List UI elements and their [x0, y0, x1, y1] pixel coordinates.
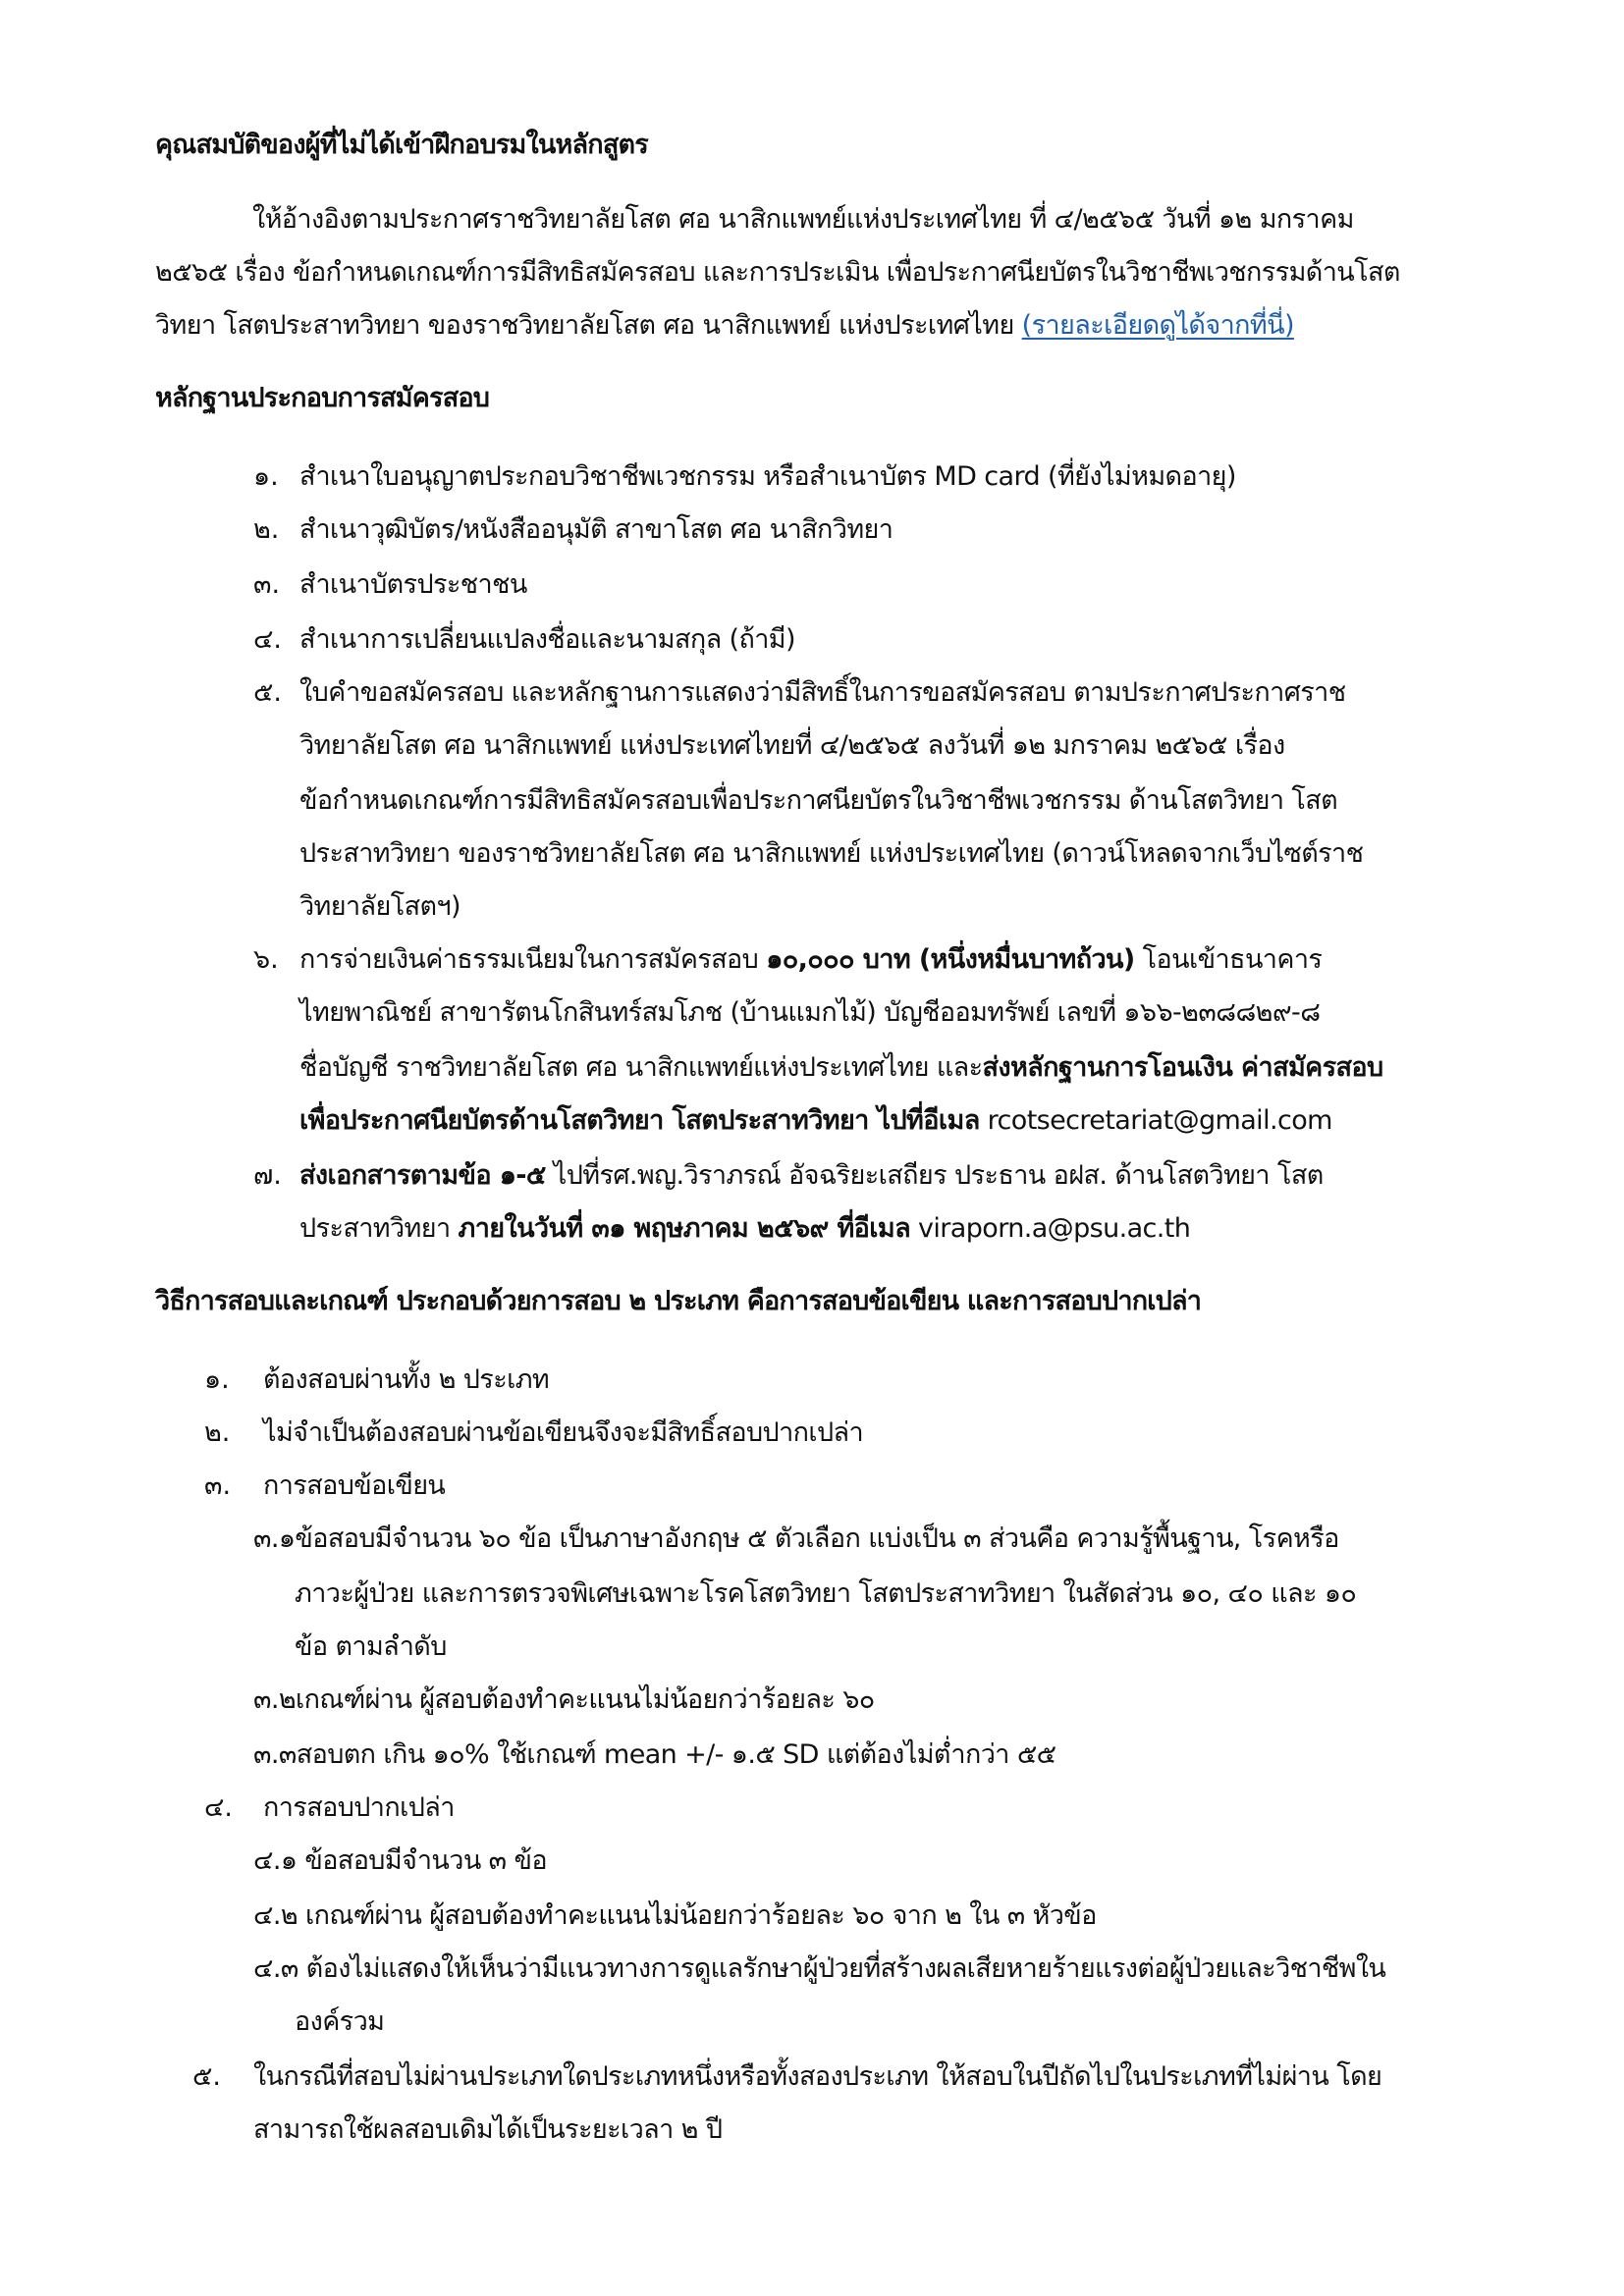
list-text: ประสาทวิทยา ของราชวิทยาลัยโสต ศอ นาสิกแพทย์ แห่งประเทศไทย (ดาวน์โหลดจากเว็บไซต์ราช	[299, 838, 1364, 869]
list-number: ๔.	[253, 624, 283, 655]
list-text: วิทยาลัยโสตฯ)	[299, 891, 460, 922]
sub-item-text: ๔.๓ ต้องไม่แสดงให้เห็นว่ามีแนวทางการดูแลรักษาผู้ป่วยที่สร้างผลเสียหายร้ายแรงต่อผู้ป่วยและวิชาชีพใน	[253, 1953, 1386, 1984]
list-number: ๓.	[253, 569, 281, 600]
sub-item-text: ภาวะผู้ป่วย และการตรวจพิเศษเฉพาะโรคโสตวิทยา โสตประสาทวิทยา ในสัดส่วน ๑๐, ๔๐ และ ๑๐	[295, 1578, 1357, 1609]
proof-instruction: ส่งหลักฐานการโอนเงิน ค่าสมัครสอบ	[982, 1052, 1383, 1083]
list-text: สามารถใช้ผลสอบเดิมได้เป็นระยะเวลา ๒ ปี	[253, 2114, 723, 2145]
list-number: ๒.	[204, 1417, 231, 1448]
list-text: ต้องสอบผ่านทั้ง ๒ ประเภท	[263, 1364, 550, 1395]
list-number: ๖.	[253, 944, 279, 975]
list-number: ๕.	[253, 677, 283, 708]
fee-text: โอนเข้าธนาคาร	[1134, 944, 1323, 975]
recipient-email: viraporn.a@psu.ac.th	[910, 1213, 1191, 1244]
secretariat-email: rcotsecretariat@gmail.com	[979, 1105, 1332, 1136]
paragraph-line: ให้อ้างอิงตามประกาศราชวิทยาลัยโสต ศอ นาสิกแพทย์แห่งประเทศไทย ที่ ๔/๒๕๖๕ วันที่ ๑๒ มกราคม	[252, 204, 1354, 235]
list-text: การสอบข้อเขียน	[263, 1470, 446, 1501]
list-number: ๒.	[253, 514, 280, 545]
list-text: สำเนาบัตรประชาชน	[299, 569, 527, 600]
account-name-text: ชื่อบัญชี ราชวิทยาลัยโสต ศอ นาสิกแพทย์แห่งประเทศไทย และ	[299, 1052, 983, 1083]
paragraph-line	[155, 306, 1294, 346]
fee-text: การจ่ายเงินค่าธรรมเนียมในการสมัครสอบ	[299, 944, 767, 975]
sub-item-text: ข้อ ตามลำดับ	[295, 1631, 447, 1662]
bank-account-text: ไทยพาณิชย์ สาขารัตนโกสินทร์สมโภช (บ้านแมกไม้) บัญชีออมทรัพย์ เลขที่ ๑๖๖-๒๓๘๘๒๙-๘	[299, 997, 1321, 1028]
list-text: ในกรณีที่สอบไม่ผ่านประเภทใดประเภทหนึ่งหรือทั้งสองประเภท ให้สอบในปีถัดไปในประเภทที่ไม่ผ่าน โดย	[253, 2061, 1382, 2092]
paragraph-line: ๒๕๖๕ เรื่อง ข้อกำหนดเกณฑ์การมีสิทธิสมัครสอบ และการประเมิน เพื่อประกาศนียบัตรในวิชาชีพเวชกรรมด้านโสต	[155, 257, 1400, 288]
list-number: ๑.	[253, 461, 279, 492]
sub-item-text: ๓.๓สอบตก เกิน ๑๐% ใช้เกณฑ์ mean +/- ๑.๕ SD แต่ต้องไม่ต่ำกว่า ๕๕	[253, 1739, 1056, 1770]
fee-amount: ๑๐,๐๐๐ บาท (หนึ่งหมื่นบาทถ้วน)	[766, 944, 1135, 975]
list-number: ๔.	[204, 1792, 234, 1823]
section-heading-exam-method: วิธีการสอบและเกณฑ์ ประกอบด้วยการสอบ ๒ ประเภท คือการสอบข้อเขียน และการสอบปากเปล่า	[155, 1286, 1202, 1316]
list-text: สำเนาการเปลี่ยนแปลงชื่อและนามสกุล (ถ้ามี)	[299, 624, 795, 655]
sub-item-text: ๓.๒เกณฑ์ผ่าน ผู้สอบต้องทำคะแนนไม่น้อยกว่าร้อยละ ๖๐	[253, 1684, 875, 1715]
list-text: วิทยาลัยโสต ศอ นาสิกแพทย์ แห่งประเทศไทยที่ ๔/๒๕๖๕ ลงวันที่ ๑๒ มกราคม ๒๕๖๕ เรื่อง	[299, 730, 1285, 761]
list-text: สำเนาใบอนุญาตประกอบวิชาชีพเวชกรรม หรือสำเนาบัตร MD card (ที่ยังไม่หมดอายุ)	[299, 461, 1236, 492]
list-text	[299, 1101, 1332, 1141]
sub-item-text: องค์รวม	[295, 2006, 385, 2037]
list-number: ๗.	[253, 1160, 282, 1191]
list-text: สำเนาวุฒิบัตร/หนังสืออนุมัติ สาขาโสต ศอ นาสิกวิทยา	[299, 514, 893, 545]
list-number: ๓.	[204, 1470, 232, 1501]
sub-item-text: ๓.๑ข้อสอบมีจำนวน ๖๐ ข้อ เป็นภาษาอังกฤษ ๕ ตัวเลือก แบ่งเป็น ๓ ส่วนคือ ความรู้พื้นฐาน, โรคหรือ	[253, 1523, 1339, 1554]
sub-item-text: ๔.๒ เกณฑ์ผ่าน ผู้สอบต้องทำคะแนนไม่น้อยกว่าร้อยละ ๖๐ จาก ๒ ใน ๓ หัวข้อ	[253, 1900, 1097, 1931]
list-text	[299, 1048, 1383, 1088]
list-text: ใบคำขอสมัครสอบ และหลักฐานการแสดงว่ามีสิทธิ์ในการขอสมัครสอบ ตามประกาศประกาศราช	[299, 677, 1346, 708]
details-link[interactable]: (รายละเอียดดูได้จากที่นี่)	[1021, 310, 1294, 341]
deadline-text: ภายในวันที่ ๓๑ พฤษภาคม ๒๕๖๙ ที่อีเมล	[458, 1213, 911, 1244]
recipient-text: ไปที่รศ.พญ.วิราภรณ์ อัจฉริยะเสถียร ประธาน อฝส. ด้านโสตวิทยา โสต	[545, 1160, 1324, 1191]
list-text: ไม่จำเป็นต้องสอบผ่านข้อเขียนจึงจะมีสิทธิ์สอบปากเปล่า	[263, 1417, 864, 1448]
section-heading-documents: หลักฐานประกอบการสมัครสอบ	[155, 383, 490, 413]
list-number: ๑.	[204, 1364, 230, 1395]
list-text	[299, 1156, 1324, 1196]
proof-instruction: เพื่อประกาศนียบัตรด้านโสตวิทยา โสตประสาทวิทยา ไปที่อีเมล	[299, 1105, 980, 1136]
list-text	[299, 1209, 1190, 1249]
list-number: ๕.	[192, 2061, 222, 2092]
list-text: การสอบปากเปล่า	[263, 1792, 455, 1823]
list-text	[299, 940, 1322, 980]
recipient-text: ประสาทวิทยา	[299, 1213, 459, 1244]
section-heading-qualifications: คุณสมบัติของผู้ที่ไม่ได้เข้าฝึกอบรมในหลักสูตร	[155, 130, 648, 160]
paragraph-text: วิทยา โสตประสาทวิทยา ของราชวิทยาลัยโสต ศอ นาสิกแพทย์ แห่งประเทศไทย	[155, 310, 1022, 341]
send-instruction: ส่งเอกสารตามข้อ ๑-๕	[299, 1160, 546, 1191]
sub-item-text: ๔.๑ ข้อสอบมีจำนวน ๓ ข้อ	[253, 1845, 547, 1876]
list-text: ข้อกำหนดเกณฑ์การมีสิทธิสมัครสอบเพื่อประกาศนียบัตรในวิชาชีพเวชกรรม ด้านโสตวิทยา โสต	[299, 785, 1338, 816]
